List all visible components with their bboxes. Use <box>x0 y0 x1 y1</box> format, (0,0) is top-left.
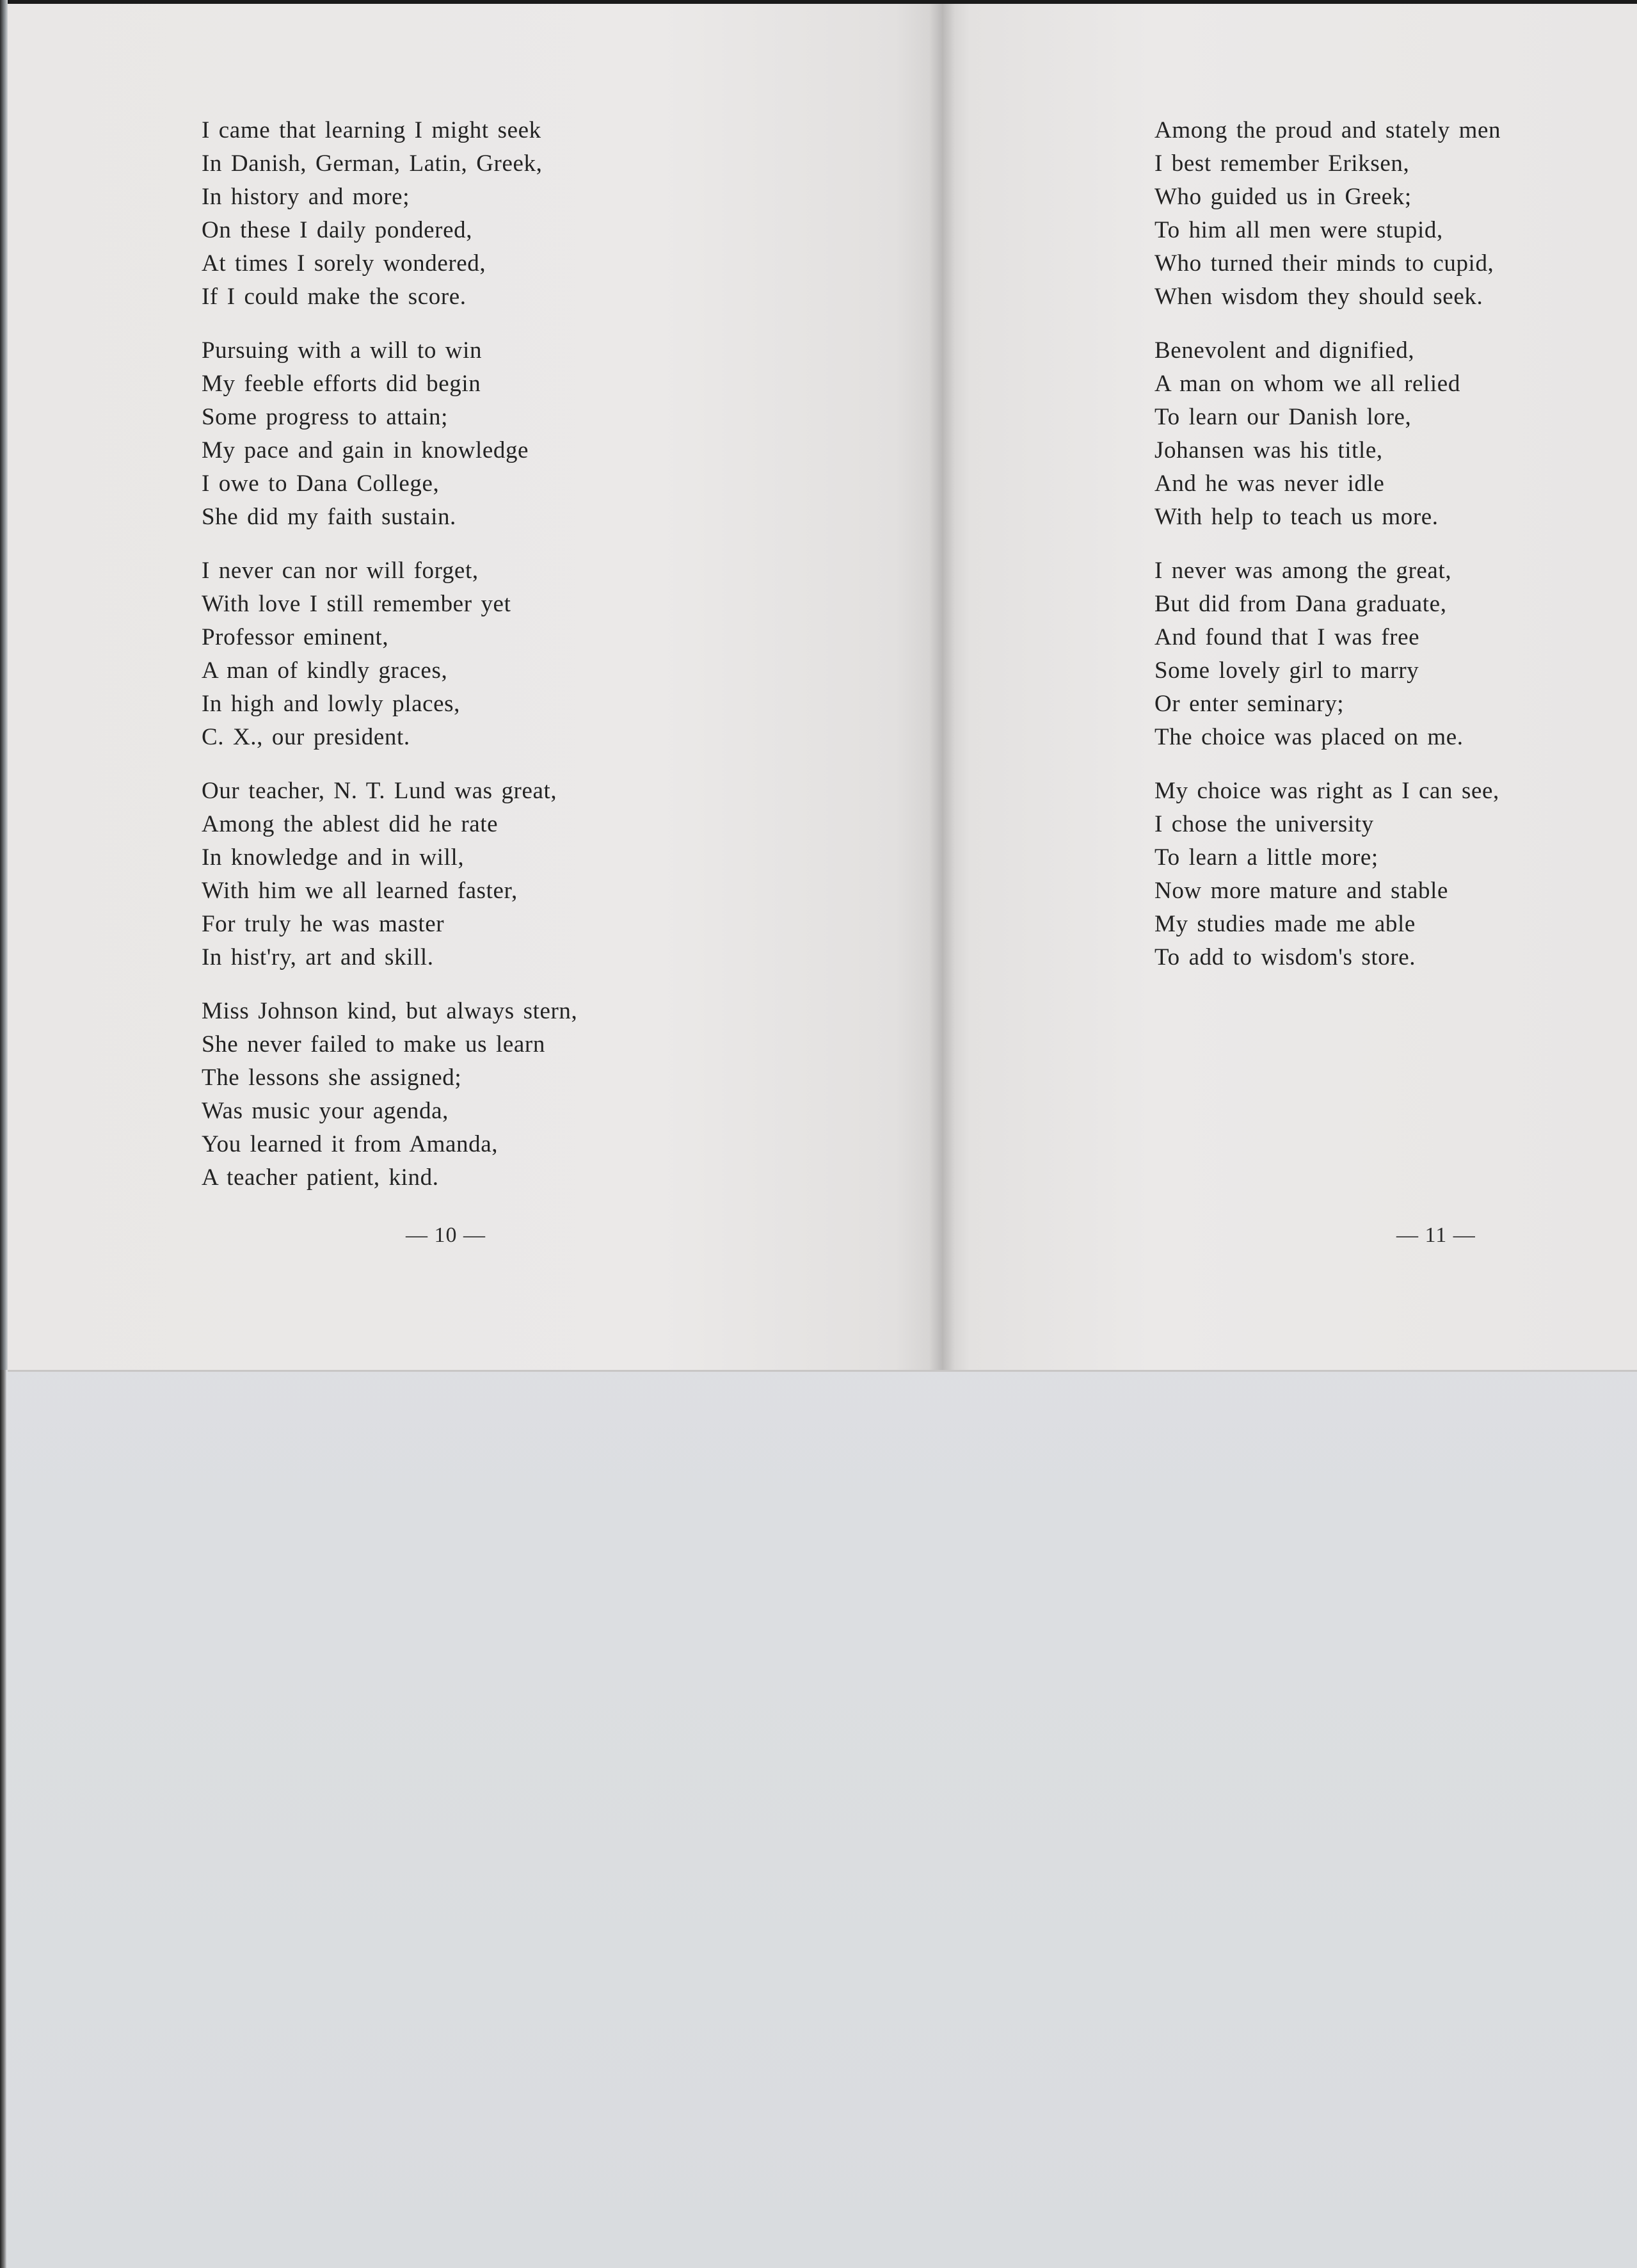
scan-lower-left-edge <box>0 1370 6 2268</box>
poem-line: Was music your agenda, <box>202 1098 449 1124</box>
poem-line: To learn a little more; <box>1154 844 1378 871</box>
poem-line: To learn our Danish lore, <box>1154 404 1412 430</box>
right-page <box>942 4 1637 1372</box>
poem-line: I never was among the great, <box>1154 558 1452 584</box>
poem-line: Now more mature and stable <box>1154 878 1449 904</box>
poem-line: A teacher patient, kind. <box>202 1164 439 1191</box>
poem-line: My feeble efforts did begin <box>202 371 481 397</box>
poem-line: With love I still remember yet <box>202 591 511 617</box>
poem-line: With help to teach us more. <box>1154 504 1439 530</box>
stanza <box>202 334 906 534</box>
poem-line: At times I sorely wondered, <box>202 250 486 277</box>
poem-line: In hist'ry, art and skill. <box>202 944 434 970</box>
poem-line: To him all men were stupid, <box>1154 217 1443 243</box>
poem-line: Or enter seminary; <box>1154 691 1345 717</box>
poem-line: My studies made me able <box>1154 911 1416 937</box>
poem-line: In high and lowly places, <box>202 691 460 717</box>
poem-line: A man of kindly graces, <box>202 657 448 684</box>
poem-line: When wisdom they should seek. <box>1154 284 1483 310</box>
poem-line: Some lovely girl to marry <box>1154 657 1419 684</box>
poem-line: You learned it from Amanda, <box>202 1131 499 1157</box>
poem-line: Some progress to attain; <box>202 404 449 430</box>
poem-line: Who turned their minds to cupid, <box>1154 250 1494 277</box>
poem-line: In knowledge and in will, <box>202 844 465 871</box>
stanza <box>1154 334 1637 534</box>
poem-line: I never can nor will forget, <box>202 558 479 584</box>
poem-line: She never failed to make us learn <box>202 1031 545 1058</box>
poem-line: I best remember Eriksen, <box>1154 150 1410 177</box>
poem-line: Professor eminent, <box>202 624 389 650</box>
poem-line: I came that learning I might seek <box>202 117 541 143</box>
poem-line: In history and more; <box>202 184 410 210</box>
poem-line: Among the proud and stately men <box>1154 117 1501 143</box>
left-page <box>8 4 942 1372</box>
booklet-spread <box>8 4 1637 1370</box>
scan-left-edge <box>0 0 8 1370</box>
poem-line: The choice was placed on me. <box>1154 724 1464 750</box>
poem-line: With him we all learned faster, <box>202 878 518 904</box>
poem-line: To add to wisdom's store. <box>1154 944 1416 970</box>
poem-line: She did my faith sustain. <box>202 504 456 530</box>
right-poem-column <box>1154 114 1637 995</box>
stanza <box>202 995 906 1194</box>
poem-line: On these I daily pondered, <box>202 217 473 243</box>
page-number-right: — 11 — <box>1396 1223 1476 1247</box>
poem-line: Who guided us in Greek; <box>1154 184 1412 210</box>
page-number-left: — 10 — <box>406 1223 486 1247</box>
poem-line: If I could make the score. <box>202 284 467 310</box>
poem-line: Johansen was his title, <box>1154 437 1383 463</box>
poem-line: My pace and gain in knowledge <box>202 437 529 463</box>
poem-line: I owe to Dana College, <box>202 470 440 497</box>
poem-line: Benevolent and dignified, <box>1154 337 1415 364</box>
poem-line: And he was never idle <box>1154 470 1385 497</box>
poem-line: Pursuing with a will to win <box>202 337 483 364</box>
poem-line: A man on whom we all relied <box>1154 371 1460 397</box>
poem-line: But did from Dana graduate, <box>1154 591 1447 617</box>
poem-line: And found that I was free <box>1154 624 1420 650</box>
left-poem-column <box>202 114 906 1215</box>
poem-line: C. X., our president. <box>202 724 410 750</box>
stanza <box>202 114 906 314</box>
stanza <box>202 775 906 974</box>
stanza <box>1154 775 1637 974</box>
poem-line: Miss Johnson kind, but always stern, <box>202 998 578 1024</box>
poem-line: I chose the university <box>1154 811 1374 837</box>
poem-line: For truly he was master <box>202 911 445 937</box>
stanza <box>1154 554 1637 754</box>
poem-line: The lessons she assigned; <box>202 1065 462 1091</box>
book-gutter <box>929 4 955 1370</box>
poem-line: In Danish, German, Latin, Greek, <box>202 150 543 177</box>
stanza <box>202 554 906 754</box>
stanza <box>1154 114 1637 314</box>
poem-line: Among the ablest did he rate <box>202 811 499 837</box>
poem-line: Our teacher, N. T. Lund was great, <box>202 778 557 804</box>
poem-line: My choice was right as I can see, <box>1154 778 1499 804</box>
